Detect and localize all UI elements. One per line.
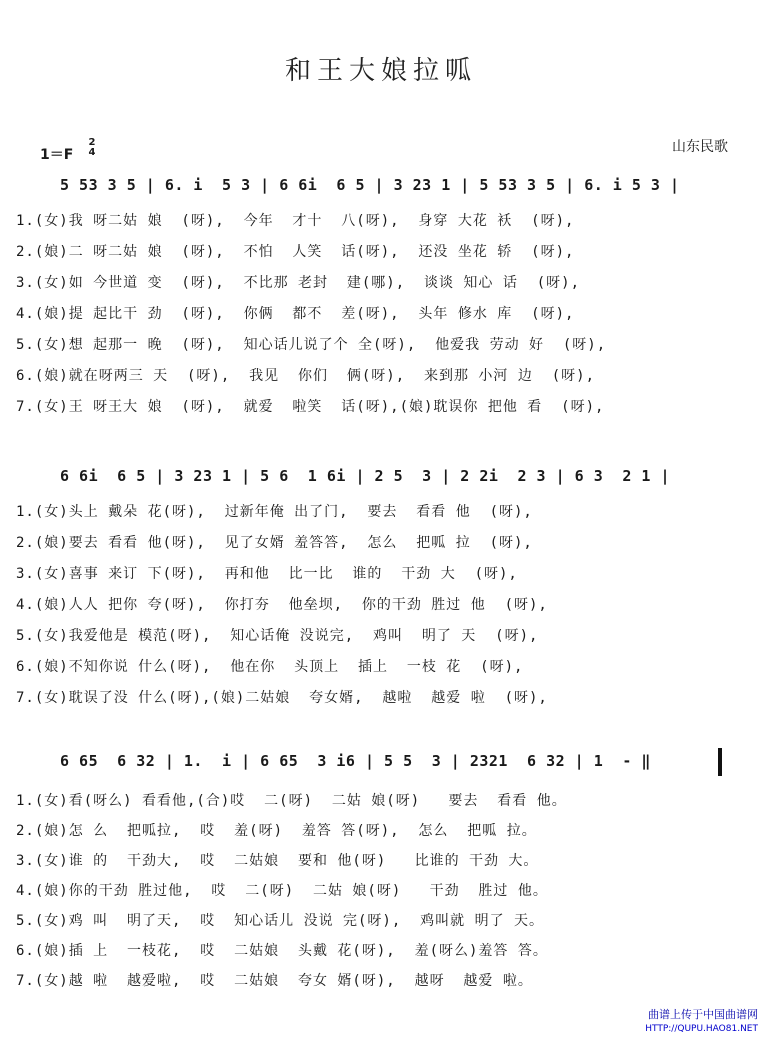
lyric-line: 2.(娘)要去 看看 他(呀), 见了女婿 羞答答, 怎么 把呱 拉 (呀), bbox=[16, 535, 533, 551]
time-signature bbox=[86, 138, 98, 158]
lyric-line: 4.(娘)人人 把你 夸(呀), 你打夯 他垒坝, 你的干劲 胜过 他 (呀), bbox=[16, 597, 548, 613]
lyric-line: 3.(女)如 今世道 变 (呀), 不比那 老封 建(哪), 谈谈 知心 话 (呀), bbox=[16, 275, 581, 291]
time-signature-denominator: 4 bbox=[88, 147, 96, 158]
lyric-line: 4.(娘)你的干劲 胜过他, 哎 二(呀) 二姑 娘(呀) 干劲 胜过 他。 bbox=[16, 883, 548, 899]
notation-line: 6 6i 6 5 | 3 23 1 | 5 6 1 6i | 2 5 3 | 2 2i 2 3 | 6 3 2 1 | bbox=[60, 467, 670, 485]
lyric-line: 6.(娘)就在呀两三 天 (呀), 我见 你们 俩(呀), 来到那 小河 边 (呀), bbox=[16, 368, 596, 384]
lyric-line: 1.(女)看(呀么) 看看他,(合)哎 二(呀) 二姑 娘(呀) 要去 看看 他。 bbox=[16, 793, 567, 809]
watermark-footer bbox=[596, 1008, 762, 1037]
final-barline bbox=[718, 748, 722, 776]
lyric-line: 3.(女)谁 的 干劲大, 哎 二姑娘 要和 他(呀) 比谁的 干劲 大。 bbox=[16, 853, 539, 869]
lyric-line: 2.(娘)二 呀二姑 娘 (呀), 不怕 人笑 话(呀), 还没 坐花 轿 (呀), bbox=[16, 244, 575, 260]
notation-line: 5 53 3 5 | 6. i 5 3 | 6 6i 6 5 | 3 23 1 | 5 53 3 5 | 6. i 5 3 | bbox=[60, 176, 680, 194]
lyric-line: 2.(娘)怎 么 把呱拉, 哎 羞(呀) 羞答 答(呀), 怎么 把呱 拉。 bbox=[16, 823, 537, 839]
lyric-line: 1.(女)我 呀二姑 娘 (呀), 今年 才十 八(呀), 身穿 大花 袄 (呀), bbox=[16, 213, 575, 229]
lyric-line: 3.(女)喜事 来订 下(呀), 再和他 比一比 谁的 干劲 大 (呀), bbox=[16, 566, 518, 582]
lyric-line: 7.(女)越 啦 越爱啦, 哎 二姑娘 夸女 婿(呀), 越呀 越爱 啦。 bbox=[16, 973, 533, 989]
lyric-line: 5.(女)我爱他是 模范(呀), 知心话俺 没说完, 鸡叫 明了 天 (呀), bbox=[16, 628, 539, 644]
lyric-line: 1.(女)头上 戴朵 花(呀), 过新年俺 出了门, 要去 看看 他 (呀), bbox=[16, 504, 533, 520]
lyric-line: 6.(娘)不知你说 什么(呀), 他在你 头顶上 插上 一枝 花 (呀), bbox=[16, 659, 524, 675]
song-source: 山东民歌 bbox=[672, 139, 728, 155]
lyric-line: 7.(女)王 呀王大 娘 (呀), 就爱 啦笑 话(呀),(娘)耽误你 把他 看 (呀), bbox=[16, 399, 605, 415]
watermark-line-2: HTTP://QUPU.HAO81.NET bbox=[645, 1024, 758, 1034]
lyric-line: 4.(娘)提 起比干 劲 (呀), 你俩 都不 差(呀), 头年 修水 库 (呀), bbox=[16, 306, 575, 322]
time-signature-numerator: 2 bbox=[88, 137, 96, 148]
lyric-line: 5.(女)想 起那一 晚 (呀), 知心话儿说了个 全(呀), 他爱我 劳动 好 (呀), bbox=[16, 337, 607, 353]
page-title: 和王大娘拉呱 bbox=[284, 56, 477, 86]
key-signature: 1＝F bbox=[40, 147, 74, 163]
lyric-line: 7.(女)耽误了没 什么(呀),(娘)二姑娘 夸女婿, 越啦 越爱 啦 (呀), bbox=[16, 690, 548, 706]
notation-line: 6 65 6 32 | 1. i | 6 65 3 i6 | 5 5 3 | 2321 6 32 | 1 - ‖ bbox=[60, 752, 651, 770]
watermark-line-1: 曲谱上传于中国曲谱网 bbox=[648, 1008, 758, 1021]
lyric-line: 5.(女)鸡 叫 明了天, 哎 知心话儿 没说 完(呀), 鸡叫就 明了 天。 bbox=[16, 913, 545, 929]
lyric-line: 6.(娘)插 上 一枝花, 哎 二姑娘 头戴 花(呀), 羞(呀么)羞答 答。 bbox=[16, 943, 548, 959]
